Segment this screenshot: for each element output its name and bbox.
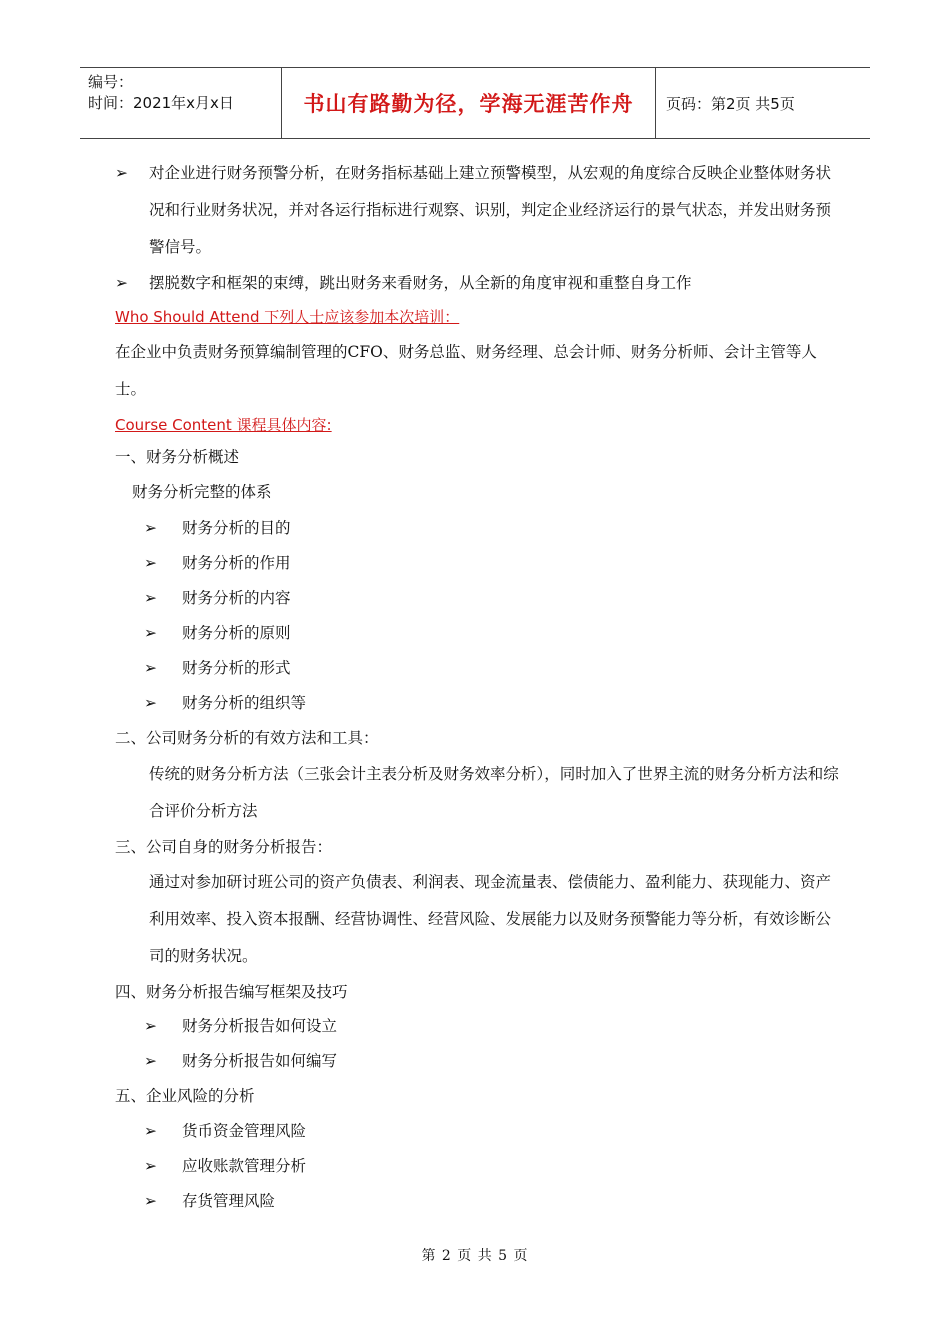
section-title: 一、财务分析概述 xyxy=(115,448,240,466)
course-heading: Course Content 课程具体内容: xyxy=(115,416,332,434)
section-title: 二、公司财务分析的有效方法和工具： xyxy=(115,729,379,747)
attend-text: 在企业中负责财务预算编制管理的CFO、财务总监、财务经理、总会计师、财务分析师、会计主管等人士。 xyxy=(115,343,817,398)
bullet-arrow-icon: ➢ xyxy=(144,1052,157,1070)
list-item: ➢ 财务分析的形式 xyxy=(115,651,840,686)
bullet-arrow-icon: ➢ xyxy=(144,694,157,712)
bullet-item xyxy=(115,266,840,300)
section-title: 五、企业风险的分析 xyxy=(115,1087,255,1105)
list-item: ➢ 财务分析报告如何设立 xyxy=(115,1009,840,1044)
section-subtitle: 财务分析完整的体系 xyxy=(132,483,272,501)
section1-list xyxy=(115,511,840,721)
header-page-info: 页码：第2页 共5页 xyxy=(666,94,795,113)
bullet-item xyxy=(115,155,840,266)
section5-list xyxy=(115,1114,840,1219)
bullet-arrow-icon: ➢ xyxy=(144,1122,157,1140)
list-item: ➢ 财务分析的组织等 xyxy=(115,686,840,721)
header-info-cell xyxy=(80,68,282,138)
header-number-label: 编号： xyxy=(88,73,134,91)
header-time-label: 时间：2021年x月x日 xyxy=(88,94,234,112)
list-item: ➢ 财务分析报告如何编写 xyxy=(115,1044,840,1079)
bullet-arrow-icon: ➢ xyxy=(144,1017,157,1035)
bullet-arrow-icon: ➢ xyxy=(144,589,157,607)
bullet-arrow-icon: ➢ xyxy=(115,274,128,292)
document-body xyxy=(115,155,840,1219)
section-text: 通过对参加研讨班公司的资产负债表、利润表、现金流量表、偿债能力、盈利能力、获现能力、资产利用效率、投入资本报酬、经营协调性、经营风险、发展能力以及财务预警能力等分析，有效诊断公司的财务状况。 xyxy=(149,873,832,965)
section4-list xyxy=(115,1009,840,1079)
bullet-arrow-icon: ➢ xyxy=(144,554,157,572)
section-title: 三、公司自身的财务分析报告： xyxy=(115,838,333,856)
bullet-arrow-icon: ➢ xyxy=(144,624,157,642)
bullet-arrow-icon: ➢ xyxy=(115,164,128,182)
section-title: 四、财务分析报告编写框架及技巧 xyxy=(115,983,348,1001)
list-item: ➢ 财务分析的目的 xyxy=(115,511,840,546)
list-item: ➢ 应收账款管理分析 xyxy=(115,1149,840,1184)
bullet-text: 摆脱数字和框架的束缚，跳出财务来看财务，从全新的角度审视和重整自身工作 xyxy=(149,274,692,292)
list-item: ➢ 货币资金管理风险 xyxy=(115,1114,840,1149)
page-footer: 第 2 页 共 5 页 xyxy=(421,1248,529,1264)
list-item: ➢ 存货管理风险 xyxy=(115,1184,840,1219)
list-item: ➢ 财务分析的内容 xyxy=(115,581,840,616)
bullet-arrow-icon: ➢ xyxy=(144,1192,157,1210)
section-text: 传统的财务分析方法（三张会计主表分析及财务效率分析），同时加入了世界主流的财务分析方法和综合评价分析方法 xyxy=(149,765,839,820)
list-item: ➢ 财务分析的作用 xyxy=(115,546,840,581)
bullet-text: 对企业进行财务预警分析，在财务指标基础上建立预警模型，从宏观的角度综合反映企业整体财务状况和行业财务状况，并对各运行指标进行观察、识别，判定企业经济运行的景气状态，并发出财务预警信号。 xyxy=(149,164,832,256)
header-motto: 书山有路勤为径，学海无涯苦作舟 xyxy=(282,68,656,138)
bullet-arrow-icon: ➢ xyxy=(144,519,157,537)
list-item: ➢ 财务分析的原则 xyxy=(115,616,840,651)
page-header xyxy=(80,67,870,139)
bullet-arrow-icon: ➢ xyxy=(144,1157,157,1175)
bullet-arrow-icon: ➢ xyxy=(144,659,157,677)
attend-heading: Who Should Attend 下列人士应该参加本次培训： xyxy=(115,308,460,326)
